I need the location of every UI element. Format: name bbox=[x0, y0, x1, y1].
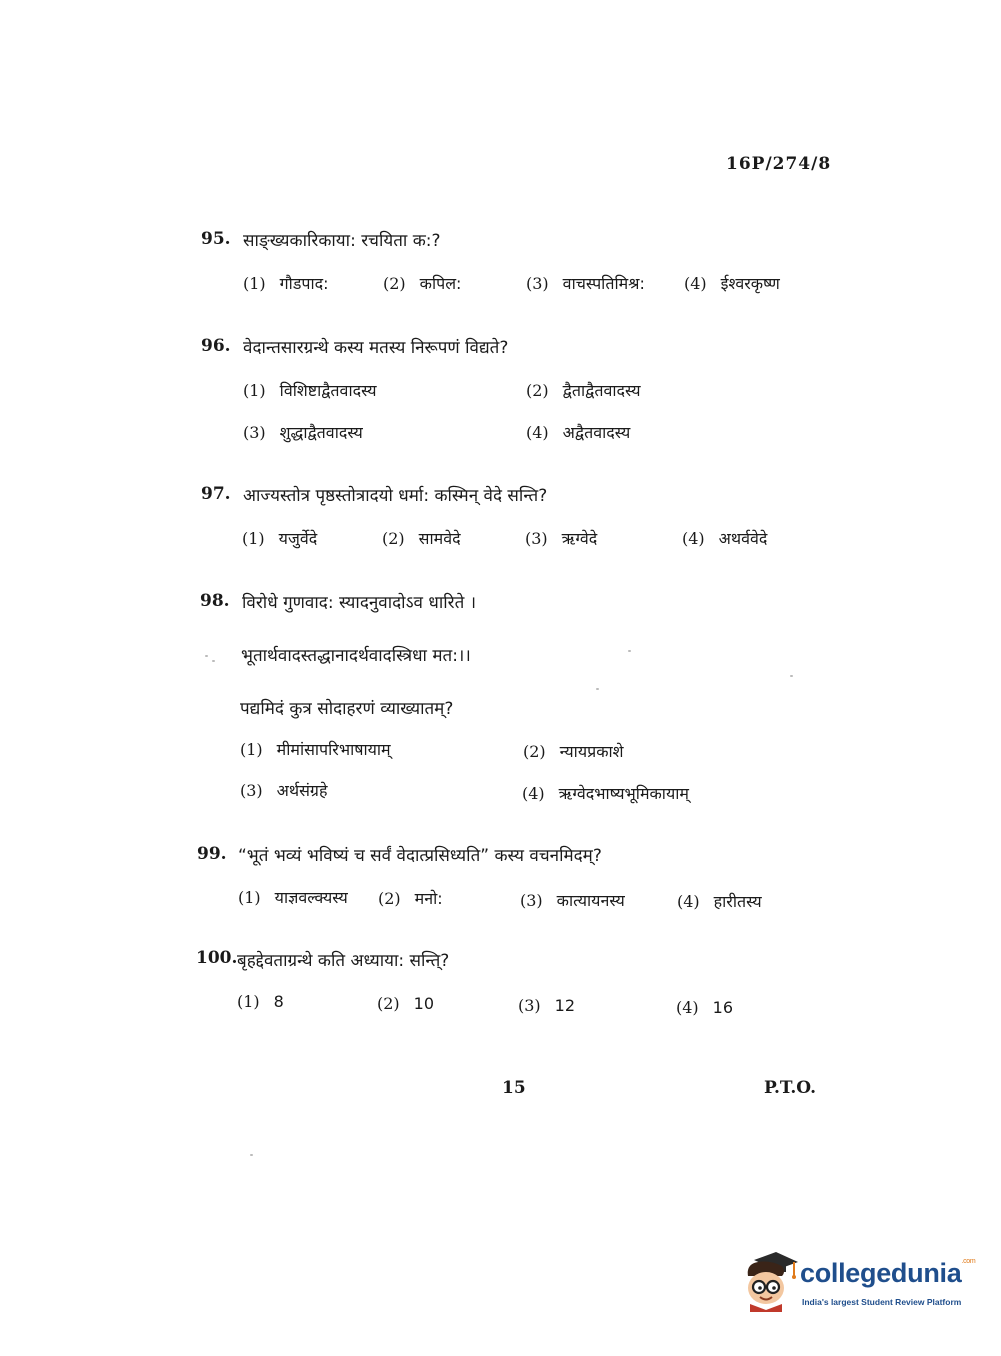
option-number: (3) bbox=[240, 781, 263, 800]
option-number: (1) bbox=[243, 381, 266, 400]
option-number: (2) bbox=[383, 274, 406, 293]
mascot-icon bbox=[742, 1250, 800, 1312]
option-text: 10 bbox=[413, 994, 435, 1013]
option-number: (1) bbox=[238, 888, 261, 907]
option-text: अद्वैतवादस्य bbox=[562, 423, 631, 442]
scan-speck bbox=[205, 655, 208, 657]
option-text: अर्थसंग्रहे bbox=[276, 781, 328, 800]
scan-speck bbox=[596, 688, 599, 690]
option-text: द्वैताद्वैतवादस्य bbox=[562, 381, 641, 400]
question-number: 99. bbox=[197, 844, 227, 864]
question-text: “भूतं भव्यं भविष्यं च सर्वं वेदात्प्रसिध्यति” कस्य वचनमिदम्? bbox=[238, 846, 602, 866]
paper-code: 16P/274/8 bbox=[726, 154, 832, 174]
option-text: शुद्धाद्वैतवादस्य bbox=[279, 423, 363, 442]
option-text: ऋग्वेदभाष्यभूमिकायाम् bbox=[558, 784, 689, 803]
question-number: 98. bbox=[200, 591, 230, 611]
option-2 bbox=[377, 994, 434, 1013]
option-text: 16 bbox=[712, 998, 734, 1017]
option-number: (2) bbox=[526, 381, 549, 400]
option-number: (4) bbox=[676, 998, 699, 1017]
option-number: (4) bbox=[684, 274, 707, 293]
option-1 bbox=[242, 527, 317, 549]
question-text: विरोधे गुणवाद: स्यादनुवादोऽव धारिते । bbox=[242, 593, 477, 613]
option-number: (2) bbox=[382, 529, 405, 548]
question-number: 97. bbox=[201, 484, 231, 504]
option-1 bbox=[240, 738, 391, 760]
option-2 bbox=[382, 527, 461, 549]
question-text: आज्यस्तोत्र पृष्ठस्तोत्रादयो धर्मा: कस्मिन् वेदे सन्ति? bbox=[243, 486, 548, 506]
option-4 bbox=[682, 527, 767, 549]
option-3 bbox=[526, 272, 645, 294]
question-number: 95. bbox=[201, 229, 231, 249]
scan-speck bbox=[212, 660, 215, 662]
option-number: (1) bbox=[242, 529, 265, 548]
option-4 bbox=[676, 998, 733, 1017]
option-1 bbox=[243, 379, 377, 401]
option-text: याज्ञवल्क्यस्य bbox=[274, 888, 348, 907]
option-3 bbox=[240, 779, 327, 801]
option-text: ईश्वरकृष्ण bbox=[720, 274, 780, 293]
option-number: (2) bbox=[378, 889, 401, 908]
option-text: 8 bbox=[273, 992, 284, 1011]
option-3 bbox=[243, 421, 363, 443]
option-2 bbox=[523, 740, 624, 762]
logo-wordmark bbox=[800, 1258, 975, 1289]
option-text: हारीतस्य bbox=[713, 892, 762, 911]
option-number: (4) bbox=[682, 529, 705, 548]
option-text: 12 bbox=[554, 996, 576, 1015]
question-prompt: पद्यमिदं कुत्र सोदाहरणं व्याख्यातम्? bbox=[240, 699, 454, 719]
scan-speck bbox=[790, 675, 793, 677]
option-4 bbox=[684, 272, 780, 294]
option-text: ऋग्वेदे bbox=[561, 529, 598, 548]
collegedunia-logo bbox=[742, 1250, 976, 1312]
scan-speck bbox=[628, 650, 631, 652]
logo-brand: collegedunia bbox=[800, 1258, 962, 1288]
option-4 bbox=[522, 782, 689, 804]
option-number: (4) bbox=[526, 423, 549, 442]
option-number: (2) bbox=[523, 742, 546, 761]
option-number: (3) bbox=[243, 423, 266, 442]
option-1 bbox=[243, 272, 329, 294]
option-2 bbox=[526, 379, 641, 401]
option-text: वाचस्पतिमिश्र: bbox=[562, 274, 645, 293]
option-2 bbox=[383, 272, 461, 294]
pto-marker: P.T.O. bbox=[764, 1078, 816, 1098]
option-text: न्यायप्रकाशे bbox=[559, 742, 624, 761]
option-text: मनो: bbox=[414, 889, 443, 908]
logo-dotcom: .com bbox=[961, 1258, 976, 1265]
option-text: सामवेदे bbox=[418, 529, 461, 548]
verse-line: भूतार्थवादस्तद्धानादर्थवादस्त्रिधा मत:।। bbox=[241, 646, 471, 666]
option-1 bbox=[237, 992, 284, 1011]
option-number: (1) bbox=[237, 992, 260, 1011]
option-3 bbox=[525, 527, 597, 549]
page-number: 15 bbox=[502, 1078, 526, 1098]
option-number: (4) bbox=[677, 892, 700, 911]
option-number: (3) bbox=[525, 529, 548, 548]
option-number: (3) bbox=[520, 891, 543, 910]
option-3 bbox=[518, 996, 575, 1015]
option-4 bbox=[677, 890, 762, 912]
question-number: 96. bbox=[201, 336, 231, 356]
option-number: (1) bbox=[243, 274, 266, 293]
option-text: अथर्ववेदे bbox=[718, 529, 768, 548]
option-1 bbox=[238, 886, 348, 908]
option-text: कात्यायनस्य bbox=[556, 891, 625, 910]
question-text: बृहद्देवताग्रन्थे कति अध्याया: सन्ति्? bbox=[237, 951, 450, 971]
option-number: (2) bbox=[377, 994, 400, 1013]
option-4 bbox=[526, 421, 630, 443]
option-3 bbox=[520, 889, 625, 911]
question-text: साङ्ख्यकारिकाया: रचयिता क:? bbox=[243, 231, 441, 251]
question-text: वेदान्तसारग्रन्थे कस्य मतस्य निरूपणं विद्यते? bbox=[243, 338, 509, 358]
option-text: यजुर्वेदे bbox=[278, 529, 318, 548]
option-text: विशिष्टाद्वैतवादस्य bbox=[279, 381, 377, 400]
scan-speck bbox=[250, 1154, 253, 1156]
option-text: कपिल: bbox=[419, 274, 462, 293]
option-2 bbox=[378, 887, 443, 909]
option-number: (4) bbox=[522, 784, 545, 803]
option-text: गौडपाद: bbox=[279, 274, 329, 293]
option-number: (3) bbox=[526, 274, 549, 293]
logo-tagline: India's largest Student Review Platform bbox=[802, 1297, 962, 1307]
option-number: (3) bbox=[518, 996, 541, 1015]
option-text: मीमांसापरिभाषायाम् bbox=[276, 740, 391, 759]
question-number: 100. bbox=[196, 948, 238, 968]
option-number: (1) bbox=[240, 740, 263, 759]
